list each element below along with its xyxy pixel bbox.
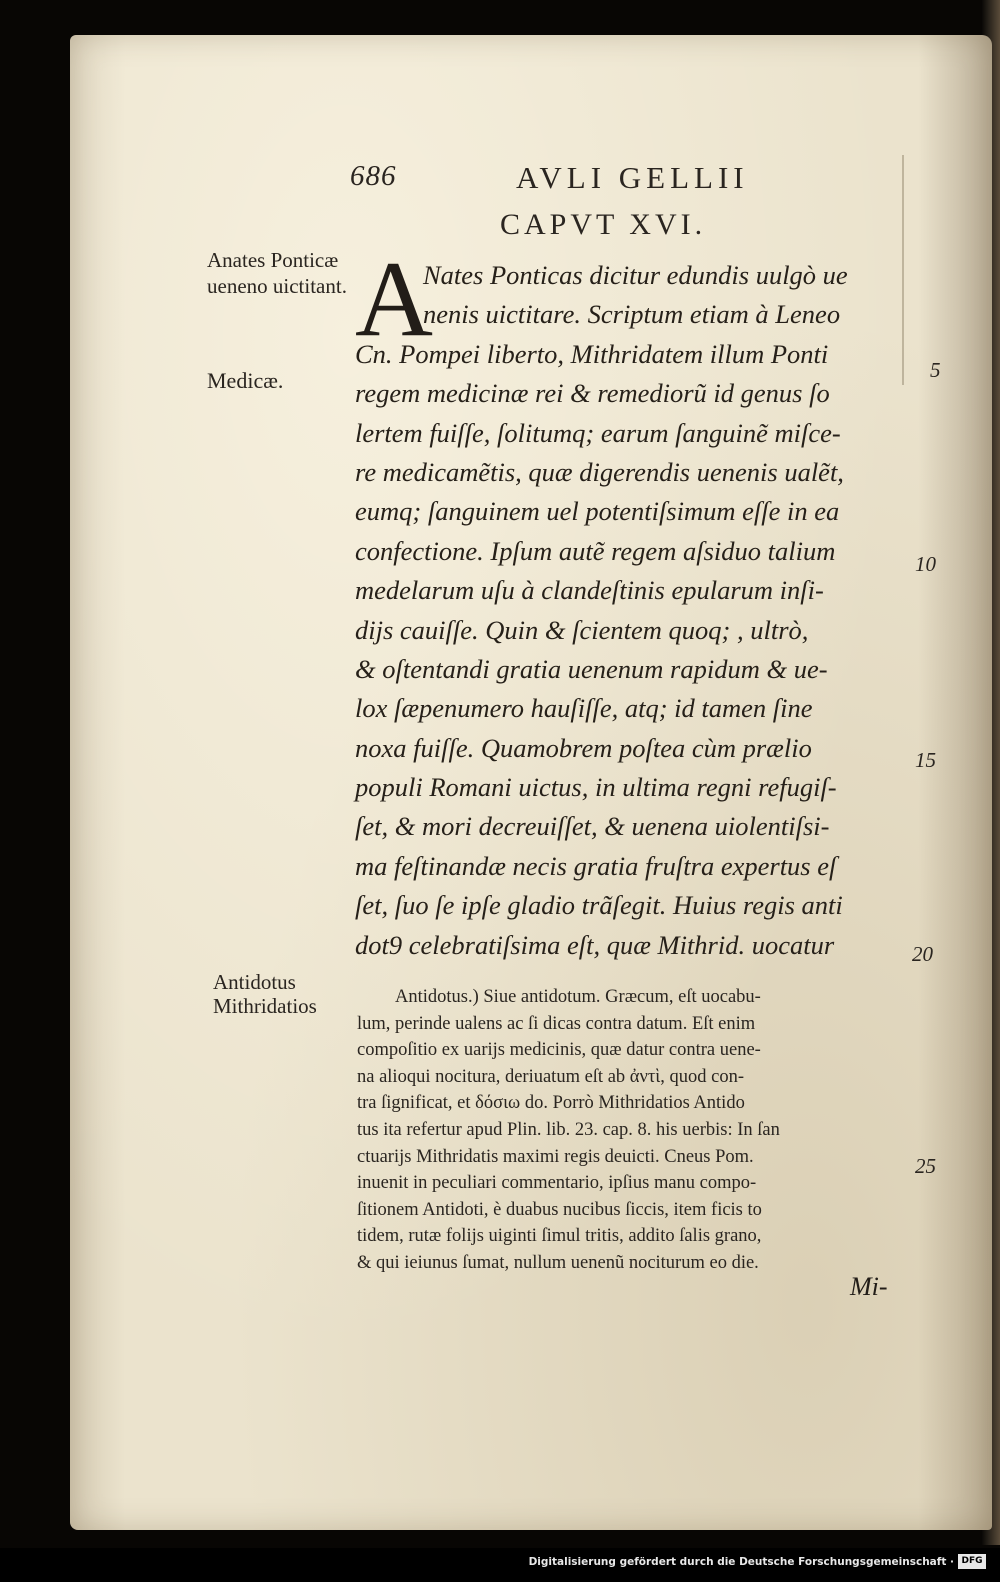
catchword: Mi- xyxy=(850,1272,888,1301)
text-line: eumq; ſanguinem uel potentiſsimum eſſe in ea xyxy=(355,496,840,527)
commentary-line: compoſitio ex uarijs medicinis, quæ datur contra uene- xyxy=(357,1040,761,1061)
running-head: AVLI GELLII xyxy=(516,160,749,195)
commentary-line: na alioqui nocitura, deriuatum eſt ab ἀντὶ, quod con- xyxy=(357,1066,745,1087)
text-line: regem medicinæ rei & remediorũ id genus ſo xyxy=(355,378,830,409)
margin-note-antidotus: Antidotus Mithridatios xyxy=(213,970,317,1018)
commentary-line: tus ita refertur apud Plin. lib. 23. cap. 8. his uerbis: In ſan xyxy=(357,1119,780,1140)
text-line: ma feſtinandæ necis gratia fruſtra expertus eſ xyxy=(355,850,837,881)
text-line: lox ſæpenumero hauſiſſe, atq; id tamen ſine xyxy=(355,693,813,724)
margin-note-anates: Anates Ponticæ ueneno uictitant. xyxy=(207,248,347,298)
text-line: confectione. Ipſum autẽ regem aſsiduo talium xyxy=(355,535,836,566)
margin-note-medicae: Medicæ. xyxy=(207,368,284,393)
line-number: 25 xyxy=(915,1154,936,1178)
commentary-line: tidem, rutæ folijs uiginti ſimul tritis, addito ſalis grano, xyxy=(357,1226,762,1247)
dfg-logo: DFG xyxy=(958,1554,986,1569)
page-number: 686 xyxy=(350,160,397,192)
commentary-line: & qui ieiunus ſumat, nullum uenenũ nociturum eo die. xyxy=(357,1252,759,1273)
text-line: dot9 celebratiſsima eſt, quæ Mithrid. uocatur xyxy=(355,929,835,960)
funding-credit: Digitalisierung gefördert durch die Deutsche Forschungsgemeinschaft · xyxy=(528,1556,954,1568)
text-line: nenis uictitare. Scriptum etiam à Leneo xyxy=(423,299,841,330)
text-line: ſet, & mori decreuiſſet, & uenena uiolentiſsi- xyxy=(355,811,830,842)
line-number: 20 xyxy=(912,942,933,966)
line-number: 15 xyxy=(915,748,936,772)
line-number: 5 xyxy=(930,358,941,382)
text-line: noxa fuiſſe. Quamobrem poſtea cùm prælio xyxy=(355,732,812,763)
commentary-line: ſitionem Antidoti, è duabus nucibus ſiccis, item ficis to xyxy=(357,1199,762,1220)
chapter-title: CAPVT XVI. xyxy=(500,208,707,241)
commentary-line: inuenit in peculiari commentario, ipſius manu compo- xyxy=(357,1173,757,1194)
text-line: populi Romani uictus, in ultima regni refugiſ- xyxy=(355,772,837,803)
text-line: medelarum uſu à clandeſtinis epularum inſi- xyxy=(355,575,824,606)
text-line: Nates Ponticas dicitur edundis uulgò ue xyxy=(423,260,848,290)
text-line: lertem fuiſſe, ſolitumq; earum ſanguinẽ miſce- xyxy=(355,417,841,448)
text-line: dijs cauiſſe. Quin & ſcientem quoq; , ultrò, xyxy=(355,614,809,645)
commentary-line: ctuarijs Mithridatis maximi regis deuicti. Cneus Pom. xyxy=(357,1146,754,1167)
line-number: 10 xyxy=(915,552,936,576)
commentary-line: tra ſignificat, et δόσιω do. Porrò Mithridatios Antido xyxy=(357,1093,745,1114)
text-line: Cn. Pompei liberto, Mithridatem illum Ponti xyxy=(355,338,829,369)
main-text xyxy=(355,240,915,965)
commentary-line: Antidotus.) Siue antidotum. Græcum, eſt uocabu- xyxy=(395,987,761,1007)
text-line: re medicamẽtis, quæ digerendis uenenis ualẽt, xyxy=(355,456,844,487)
drop-cap: A xyxy=(355,240,433,359)
text-line: ſet, ſuo ſe ipſe gladio trãſegit. Huius regis anti xyxy=(355,890,843,921)
commentary xyxy=(357,984,917,1277)
text-line: & oſtentandi gratia uenenum rapidum & ue- xyxy=(355,653,828,684)
page-header xyxy=(350,160,820,200)
commentary-line: lum, perinde ualens ac ſi dicas contra datum. Eſt enim xyxy=(357,1013,756,1034)
